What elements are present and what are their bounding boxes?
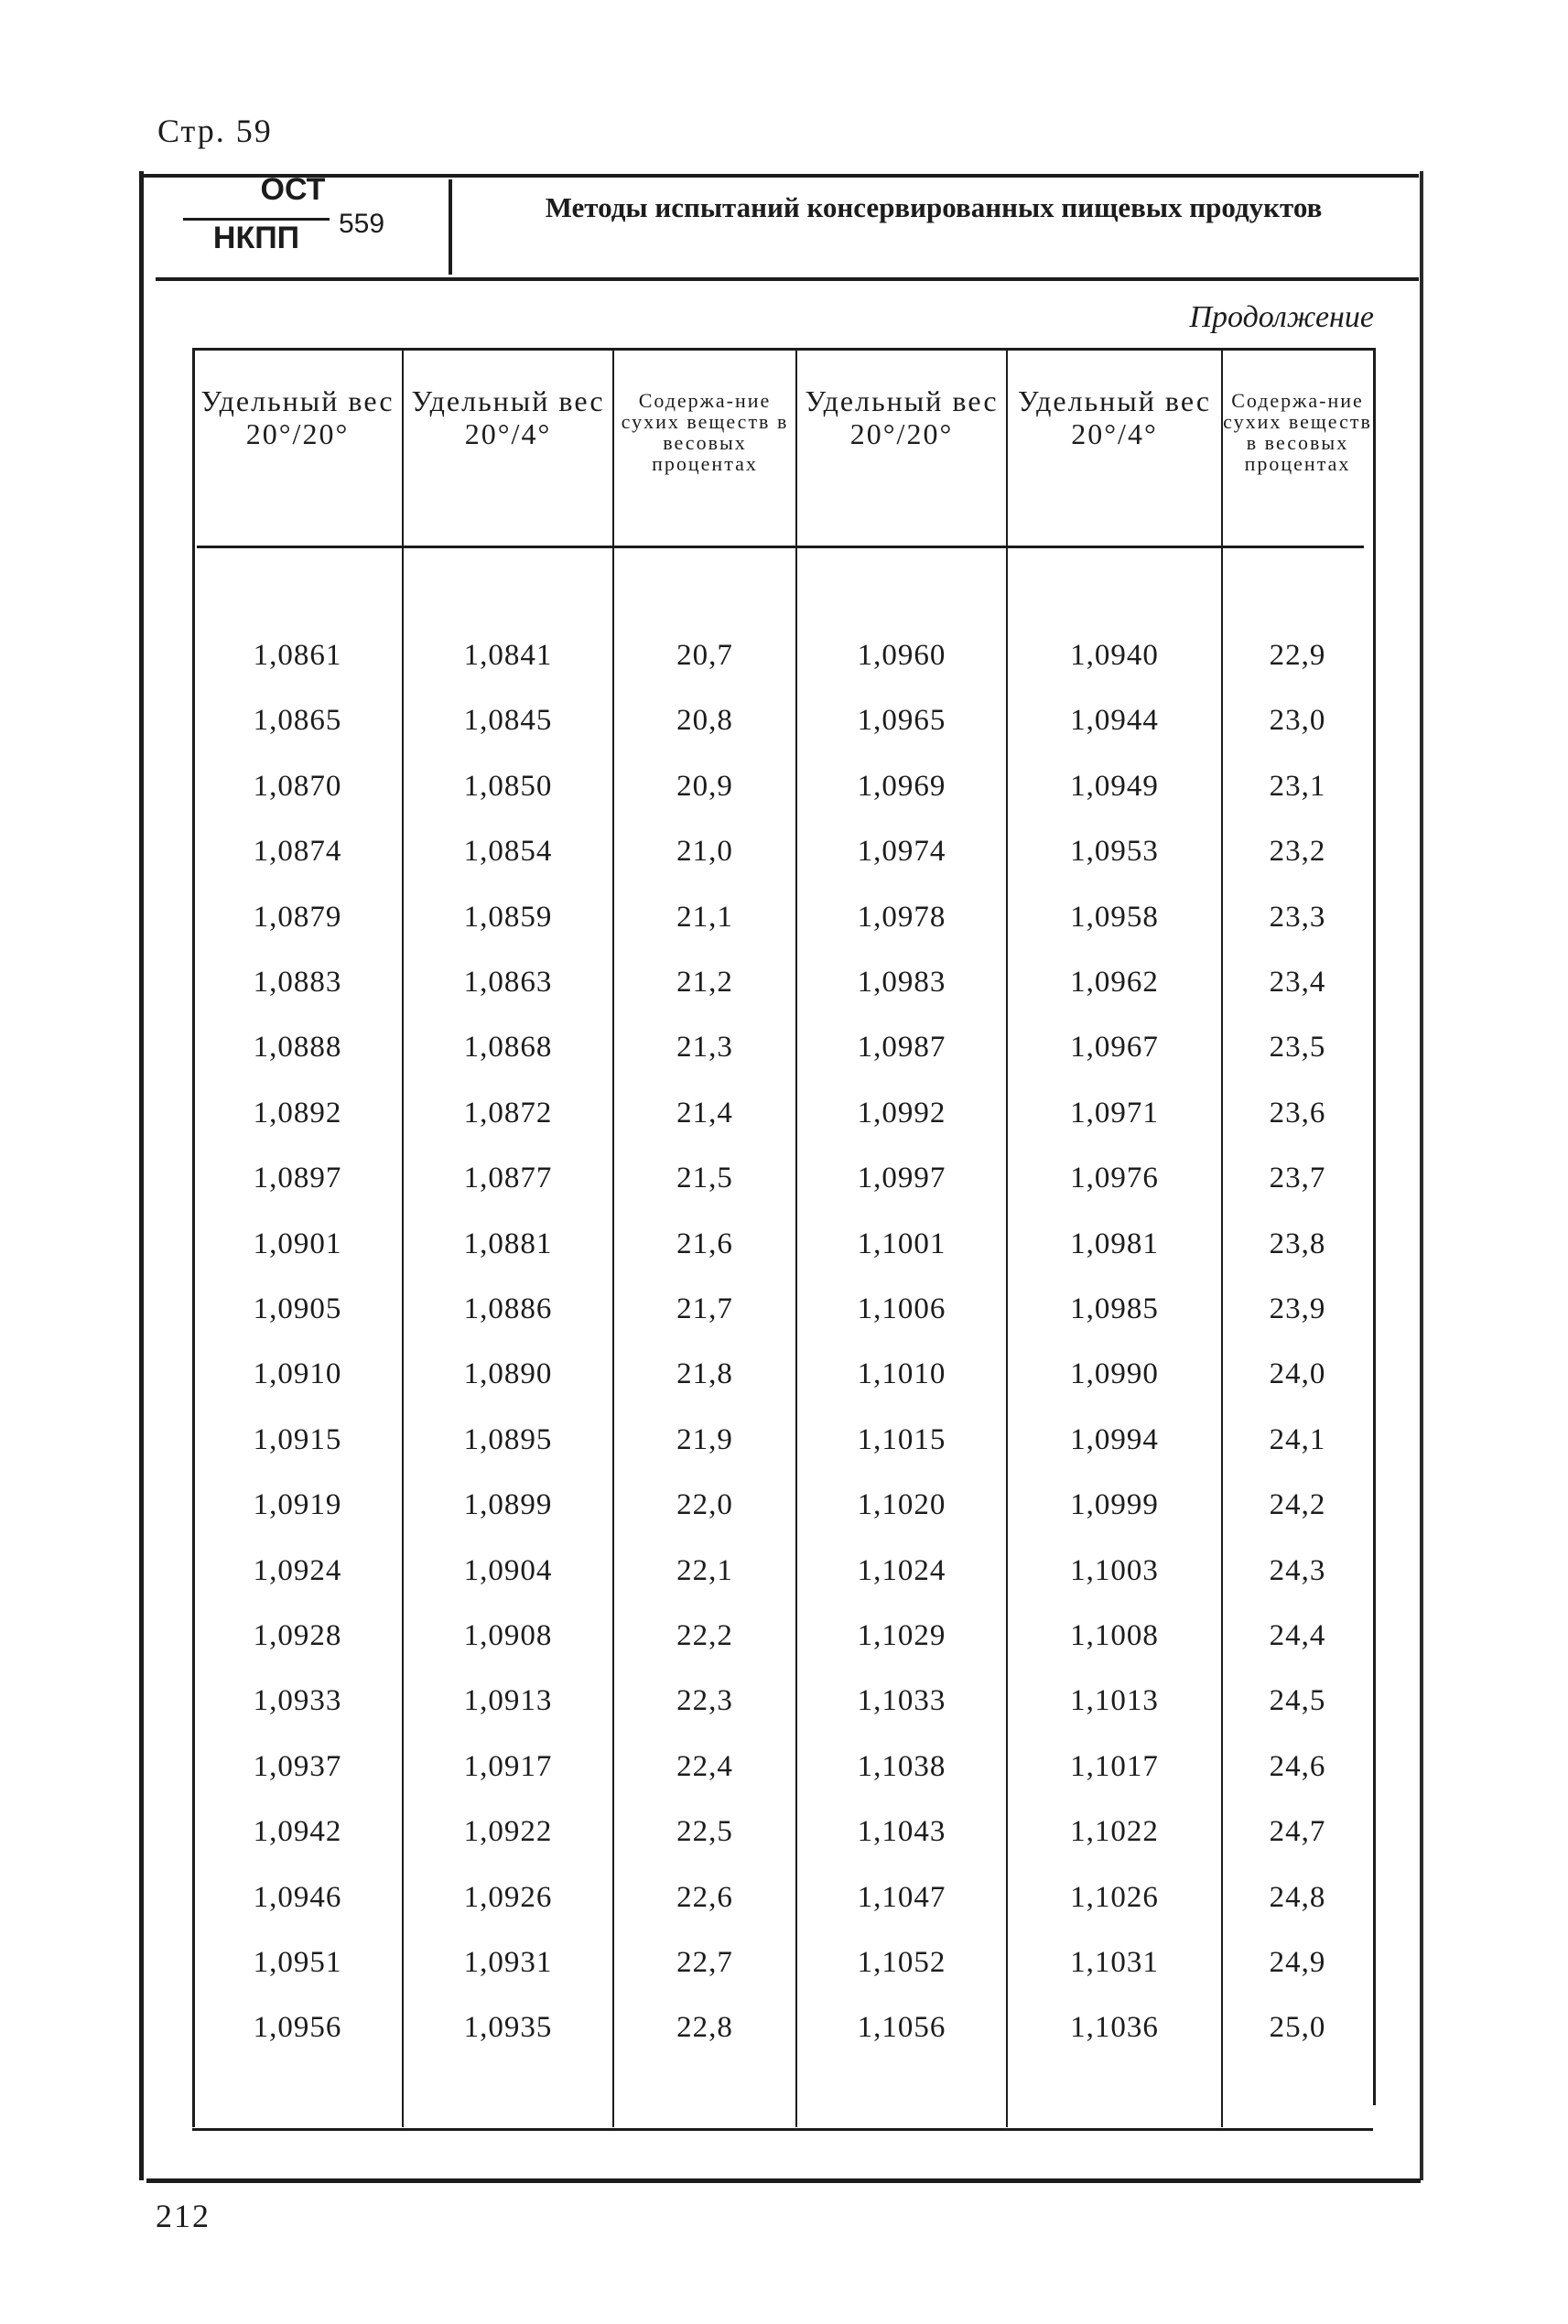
table-row [192, 1097, 1373, 1162]
column-header: Содержа-ние сухих веществ в весовых процентах [621, 389, 789, 475]
table-cell: 1,0951 [253, 1946, 342, 1979]
table-cell: 1,0967 [1070, 1031, 1159, 1065]
table-cell: 1,0850 [463, 769, 553, 803]
density-table [192, 348, 1378, 2131]
table-cell: 21,2 [676, 966, 733, 999]
table-cell: 24,4 [1269, 1619, 1326, 1652]
table-cell: 1,0962 [1070, 966, 1159, 999]
continuation-label: Продолжение [1189, 300, 1374, 334]
table-cell: 1,0953 [1070, 835, 1159, 869]
table-cell: 1,0965 [857, 704, 946, 738]
table-cell: 1,0933 [253, 1684, 342, 1718]
table-cell: 1,1008 [1070, 1619, 1159, 1652]
table-cell: 1,1029 [857, 1619, 946, 1652]
table-top-border [192, 348, 1373, 351]
table-cell: 1,1026 [1070, 1880, 1159, 1914]
table-cell: 1,0946 [253, 1880, 342, 1914]
table-cell: 24,9 [1269, 1946, 1326, 1979]
table-cell: 1,0994 [1070, 1422, 1159, 1456]
table-cell: 21,8 [676, 1357, 733, 1391]
table-cell: 22,0 [676, 1488, 733, 1522]
table-cell: 21,0 [676, 835, 733, 869]
table-row [192, 704, 1373, 769]
table-cell: 22,1 [676, 1553, 733, 1587]
table-cell: 23,6 [1269, 1096, 1326, 1130]
table-cell: 1,0999 [1070, 1488, 1159, 1522]
table-cell: 24,8 [1269, 1880, 1326, 1914]
table-cell: 21,3 [676, 1031, 733, 1065]
table-cell: 1,0879 [253, 900, 342, 934]
table-cell: 22,2 [676, 1619, 733, 1652]
column-header: Удельный вес 20°/20° [200, 384, 395, 450]
table-cell: 1,0922 [463, 1815, 553, 1849]
table-cell: 21,6 [676, 1227, 733, 1260]
table-cell: 1,0870 [253, 769, 342, 803]
table-cell: 24,1 [1269, 1422, 1326, 1456]
table-row [192, 1423, 1373, 1488]
frame-bottom-rule [146, 2178, 1421, 2183]
table-cell: 1,1024 [857, 1553, 946, 1587]
table-cell: 1,0956 [253, 2011, 342, 2045]
table-cell: 1,1022 [1070, 1815, 1159, 1849]
table-cell: 23,2 [1269, 835, 1326, 869]
table-cell: 23,4 [1269, 966, 1326, 999]
table-cell: 1,1020 [857, 1488, 946, 1522]
table-cell: 23,8 [1269, 1227, 1326, 1260]
table-cell: 1,0905 [253, 1292, 342, 1325]
header-divider [449, 179, 452, 275]
table-cell: 1,0949 [1070, 769, 1159, 803]
table-cell: 1,1006 [857, 1292, 946, 1325]
column-divider [402, 348, 404, 2127]
table-cell: 1,0971 [1070, 1096, 1159, 1130]
column-divider [612, 348, 614, 2127]
table-cell: 1,0865 [253, 704, 342, 738]
table-cell: 1,0863 [463, 966, 553, 999]
table-cell: 1,0924 [253, 1553, 342, 1587]
table-cell: 1,0908 [463, 1619, 553, 1652]
table-cell: 22,3 [676, 1684, 733, 1718]
table-cell: 1,1047 [857, 1880, 946, 1914]
column-divider [795, 348, 797, 2127]
table-row [192, 1881, 1373, 1946]
table-cell: 1,0883 [253, 966, 342, 999]
table-cell: 1,0917 [463, 1749, 553, 1783]
table-bottom-border [192, 2128, 1373, 2131]
table-cell: 24,6 [1269, 1749, 1326, 1783]
table-cell: 1,0937 [253, 1749, 342, 1783]
table-cell: 1,0983 [857, 966, 946, 999]
column-header: Удельный вес 20°/4° [1017, 384, 1212, 450]
table-cell: 1,0944 [1070, 704, 1159, 738]
table-row [192, 770, 1373, 835]
table-right-border [1373, 348, 1376, 2105]
table-cell: 22,4 [676, 1749, 733, 1783]
table-cell: 1,0960 [857, 639, 946, 672]
table-cell: 21,9 [676, 1422, 733, 1456]
table-cell: 1,0919 [253, 1488, 342, 1522]
table-cell: 1,0859 [463, 900, 553, 934]
table-cell: 23,1 [1269, 769, 1326, 803]
table-cell: 24,0 [1269, 1357, 1326, 1391]
table-cell: 1,1056 [857, 2011, 946, 2045]
table-cell: 1,1033 [857, 1684, 946, 1718]
table-cell: 1,0881 [463, 1227, 553, 1260]
table-row [192, 1684, 1373, 1749]
table-cell: 1,0854 [463, 835, 553, 869]
table-cell: 1,0910 [253, 1357, 342, 1391]
table-cell: 1,1031 [1070, 1946, 1159, 1979]
table-cell: 24,7 [1269, 1815, 1326, 1849]
table-cell: 1,0897 [253, 1162, 342, 1195]
table-cell: 22,8 [676, 2011, 733, 2045]
standard-code-bottom: НКПП [212, 221, 300, 255]
table-cell: 1,0895 [463, 1422, 553, 1456]
table-cell: 22,7 [676, 1946, 733, 1979]
table-cell: 1,0890 [463, 1357, 553, 1391]
table-cell: 1,0841 [463, 639, 553, 672]
table-cell: 1,1003 [1070, 1553, 1159, 1587]
table-cell: 23,3 [1269, 900, 1326, 934]
page-number: 212 [156, 2198, 211, 2234]
table-cell: 20,9 [676, 769, 733, 803]
table-row [192, 835, 1373, 900]
table-cell: 1,0877 [463, 1162, 553, 1195]
table-cell: 1,1015 [857, 1422, 946, 1456]
table-cell: 1,1052 [857, 1946, 946, 1979]
table-cell: 1,0985 [1070, 1292, 1159, 1325]
table-cell: 20,7 [676, 639, 733, 672]
page-label: Стр. 59 [157, 113, 273, 149]
table-row [192, 639, 1373, 704]
table-row [192, 1292, 1373, 1357]
table-row [192, 901, 1373, 966]
table-row [192, 1357, 1373, 1422]
table-cell: 1,0874 [253, 835, 342, 869]
table-cell: 1,0940 [1070, 639, 1159, 672]
table-cell: 24,3 [1269, 1553, 1326, 1587]
table-cell: 24,5 [1269, 1684, 1326, 1718]
table-cell: 1,0976 [1070, 1162, 1159, 1195]
table-cell: 1,0997 [857, 1162, 946, 1195]
table-row [192, 1619, 1373, 1684]
table-row [192, 1031, 1373, 1096]
table-cell: 1,0958 [1070, 900, 1159, 934]
table-cell: 1,1036 [1070, 2011, 1159, 2045]
table-cell: 1,0978 [857, 900, 946, 934]
table-cell: 22,6 [676, 1880, 733, 1914]
table-cell: 1,0928 [253, 1619, 342, 1652]
table-cell: 1,0904 [463, 1553, 553, 1587]
table-cell: 1,1001 [857, 1227, 946, 1260]
table-cell: 1,0942 [253, 1815, 342, 1849]
table-cell: 21,4 [676, 1096, 733, 1130]
table-cell: 1,0992 [857, 1096, 946, 1130]
table-cell: 1,0845 [463, 704, 553, 738]
table-row [192, 1162, 1373, 1227]
table-row [192, 966, 1373, 1031]
header-rule [156, 277, 1419, 281]
table-row [192, 1554, 1373, 1619]
table-cell: 21,1 [676, 900, 733, 934]
column-divider [1006, 348, 1008, 2127]
table-cell: 1,0915 [253, 1422, 342, 1456]
table-cell: 22,9 [1269, 639, 1326, 672]
standard-number: 559 [339, 209, 385, 239]
table-row [192, 1488, 1373, 1553]
table-cell: 20,8 [676, 704, 733, 738]
table-cell: 23,0 [1269, 704, 1326, 738]
table-cell: 1,0861 [253, 639, 342, 672]
table-cell: 1,0901 [253, 1227, 342, 1260]
table-cell: 1,0892 [253, 1096, 342, 1130]
table-cell: 1,0935 [463, 2011, 553, 2045]
document-title: Методы испытаний консервированных пищевых продуктов [545, 191, 1323, 223]
table-header-rule [197, 546, 1364, 548]
table-cell: 1,1043 [857, 1815, 946, 1849]
table-row [192, 1815, 1373, 1880]
table-cell: 1,1017 [1070, 1749, 1159, 1783]
table-cell: 1,0899 [463, 1488, 553, 1522]
table-cell: 1,1013 [1070, 1684, 1159, 1718]
table-cell: 21,5 [676, 1162, 733, 1195]
table-cell: 1,1010 [857, 1357, 946, 1391]
table-cell: 23,5 [1269, 1031, 1326, 1065]
table-cell: 1,0888 [253, 1031, 342, 1065]
table-cell: 1,0969 [857, 769, 946, 803]
table-cell: 1,0931 [463, 1946, 553, 1979]
table-row [192, 1946, 1373, 2011]
column-header: Содержа-ние сухих веществ в весовых процентах [1223, 389, 1372, 475]
table-cell: 25,0 [1269, 2011, 1326, 2045]
table-cell: 1,0913 [463, 1684, 553, 1718]
table-cell: 1,0981 [1070, 1227, 1159, 1260]
column-header: Удельный вес 20°/4° [411, 384, 605, 450]
table-cell: 1,0987 [857, 1031, 946, 1065]
table-cell: 1,1038 [857, 1749, 946, 1783]
standard-code-top: ОСТ [260, 172, 326, 207]
table-cell: 1,0990 [1070, 1357, 1159, 1391]
table-cell: 1,0926 [463, 1880, 553, 1914]
table-cell: 1,0868 [463, 1031, 553, 1065]
table-cell: 22,5 [676, 1815, 733, 1849]
table-cell: 1,0872 [463, 1096, 553, 1130]
table-cell: 21,7 [676, 1292, 733, 1325]
table-cell: 23,9 [1269, 1292, 1326, 1325]
table-cell: 1,0974 [857, 835, 946, 869]
table-cell: 24,2 [1269, 1488, 1326, 1522]
column-divider [1221, 348, 1223, 2127]
table-cell: 23,7 [1269, 1162, 1326, 1195]
table-row [192, 1227, 1373, 1292]
column-header: Удельный вес 20°/20° [805, 384, 999, 450]
table-cell: 1,0886 [463, 1292, 553, 1325]
table-row [192, 2011, 1373, 2076]
table-row [192, 1750, 1373, 1815]
